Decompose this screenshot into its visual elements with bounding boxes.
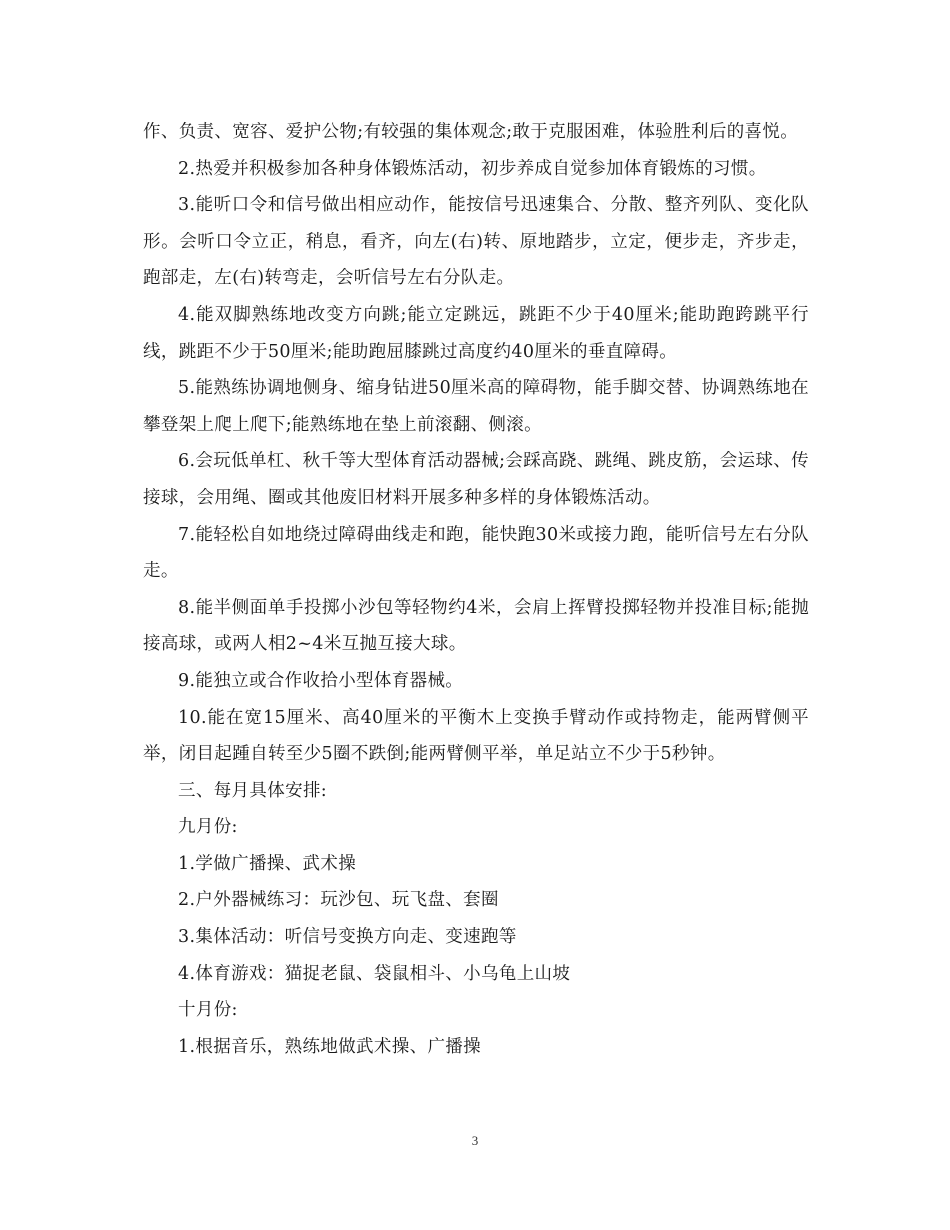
paragraph-8: 9.能独立或合作收拾小型体育器械。 (178, 670, 464, 691)
september-item-3: 3.集体活动：听信号变换方向走、变速跑等 (178, 927, 517, 948)
september-item-2: 2.户外器械练习：玩沙包、玩飞盘、套圈 (178, 890, 499, 911)
september-item-4: 4.体育游戏：猫捉老鼠、袋鼠相斗、小乌龟上山坡 (178, 963, 571, 984)
paragraph-5: 6.会玩低单杠、秋千等大型体育活动器械;会踩高跷、跳绳、跳皮筋，会运球、传接球，会用绳、圈或其他废旧材料开展多种多样的身体锻炼活动。 (143, 451, 809, 508)
page-number: 3 (471, 1133, 479, 1148)
paragraph-4: 5.能熟练协调地侧身、缩身钻进50厘米高的障碍物，能手脚交替、协调熟练地在攀登架上爬上爬下;能熟练地在垫上前滚翻、侧滚。 (143, 378, 809, 435)
paragraph-9: 10.能在宽15厘米、高40厘米的平衡木上变换手臂动作或持物走，能两臂侧平举，闭目起踵自转至少5圈不跌倒;能两臂侧平举，单足站立不少于5秒钟。 (143, 707, 809, 765)
document-body (143, 114, 809, 1065)
paragraph-7: 8.能半侧面单手投掷小沙包等轻物约4米，会肩上挥臂投掷轻物并投准目标;能抛接高球，或两人相2~4米互抛互接大球。 (143, 597, 809, 655)
paragraph-0: 作、负责、宽容、爱护公物;有较强的集体观念;敢于克服困难，体验胜利后的喜悦。 (143, 122, 799, 142)
october-item-1: 1.根据音乐，熟练地做武术操、广播操 (178, 1036, 481, 1057)
paragraph-3: 4.能双脚熟练地改变方向跳;能立定跳远，跳距不少于40厘米;能助跑跨跳平行线，跳距不少于50厘米;能助跑屈膝跳过高度约40厘米的垂直障碍。 (143, 304, 809, 362)
section-heading: 三、每月具体安排: (178, 780, 328, 801)
september-item-1: 1.学做广播操、武术操 (178, 853, 357, 874)
paragraph-1: 2.热爱并积极参加各种身体锻炼活动，初步养成自觉参加体育锻炼的习惯。 (178, 158, 767, 179)
month-heading-october: 十月份: (178, 1000, 238, 1021)
paragraph-2: 3.能听口令和信号做出相应动作，能按信号迅速集合、分散、整齐列队、变化队形。会听口令立正，稍息，看齐，向左(右)转、原地踏步，立定，便步走，齐步走，跑部走，左(右)转弯走，会听信号左右分队走。 (143, 195, 809, 289)
month-heading-september: 九月份: (178, 817, 238, 838)
paragraph-6: 7.能轻松自如地绕过障碍曲线走和跑，能快跑30米或接力跑，能听信号左右分队走。 (143, 524, 809, 582)
